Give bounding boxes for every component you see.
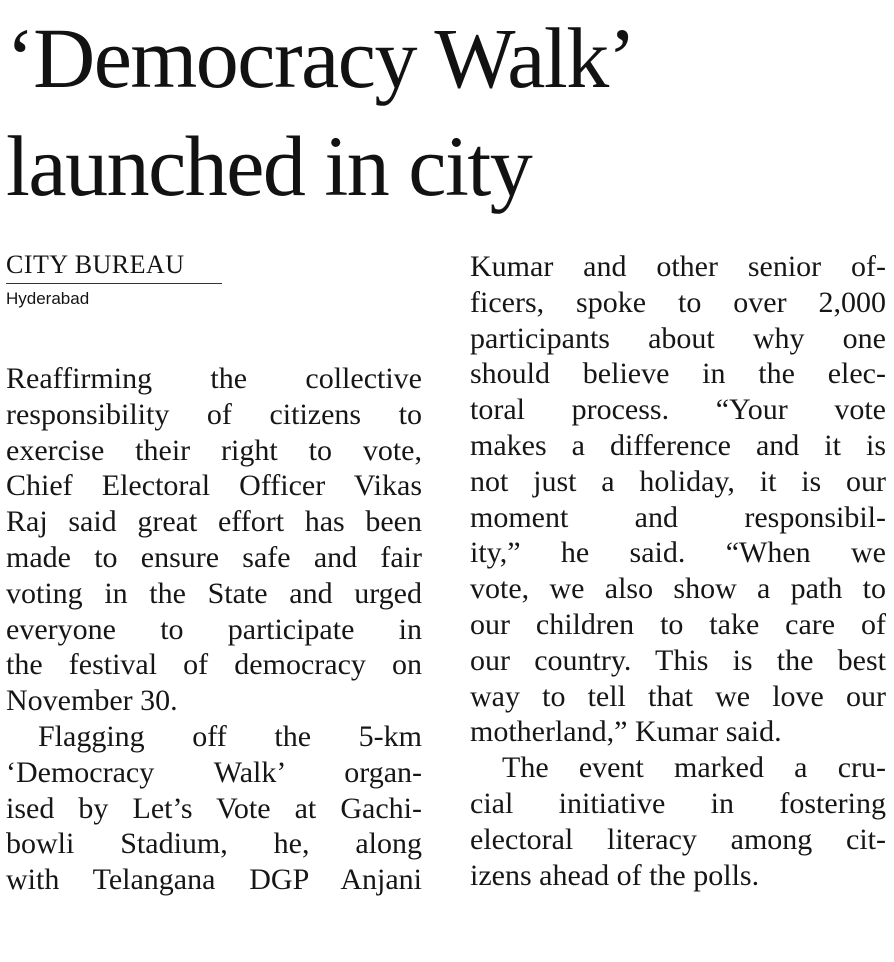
- headline: [6, 4, 635, 220]
- text-line: with Telangana DGP Anjani: [6, 863, 422, 897]
- text-line: Reaffirming the collective: [6, 362, 422, 395]
- text-line: izens ahead of the polls.: [470, 858, 760, 892]
- text-line: The event marked a cru-: [502, 751, 886, 785]
- text-line: ised by Let’s Vote at Gachi-: [6, 791, 422, 825]
- text-line: should believe in the elec-: [470, 357, 886, 391]
- text-line: the festival of democracy on: [6, 648, 422, 682]
- text-line: participants about why one: [470, 321, 886, 355]
- text-line: our country. This is the best: [470, 643, 886, 677]
- text-line: responsibility of citizens to: [6, 397, 422, 431]
- text-line: our children to take care of: [470, 607, 886, 641]
- text-line: makes a difference and it is: [470, 428, 886, 462]
- headline-line: ‘Democracy Walk’: [6, 10, 635, 106]
- text-line: Flagging off the 5-km: [38, 719, 422, 753]
- text-line: way to tell that we love our: [470, 679, 886, 713]
- byline-block: [6, 250, 222, 312]
- text-line: electoral literacy among cit-: [470, 822, 886, 856]
- text-line: Raj said great effort has been: [6, 505, 422, 539]
- text-line: everyone to participate in: [6, 612, 422, 646]
- text-line: moment and responsibil-: [470, 500, 886, 534]
- text-line: not just a holiday, it is our: [470, 464, 886, 498]
- byline-name: CITY BUREAU: [6, 250, 222, 284]
- text-line: cial initiative in fostering: [470, 786, 886, 820]
- text-line: ‘Democracy Walk’ organ-: [6, 755, 422, 789]
- text-line: exercise their right to vote,: [6, 433, 422, 467]
- text-line: bowli Stadium, he, along: [6, 827, 422, 861]
- text-line: toral process. “Your vote: [470, 393, 886, 427]
- text-line: vote, we also show a path to: [470, 572, 886, 606]
- text-line: motherland,” Kumar said.: [470, 715, 782, 749]
- text-line: voting in the State and urged: [6, 576, 422, 610]
- headline-line: launched in city: [6, 118, 532, 214]
- text-line: made to ensure safe and fair: [6, 540, 422, 574]
- text-line: ity,” he said. “When we: [470, 536, 886, 570]
- dateline: Hyderabad: [6, 289, 90, 308]
- text-line: Kumar and other senior of-: [470, 250, 886, 283]
- text-line: ficers, spoke to over 2,000: [470, 285, 886, 319]
- article-column-1: [6, 361, 422, 898]
- article-column-2: [470, 249, 886, 893]
- text-line: November 30.: [6, 684, 178, 718]
- text-line: Chief Electoral Officer Vikas: [6, 469, 422, 503]
